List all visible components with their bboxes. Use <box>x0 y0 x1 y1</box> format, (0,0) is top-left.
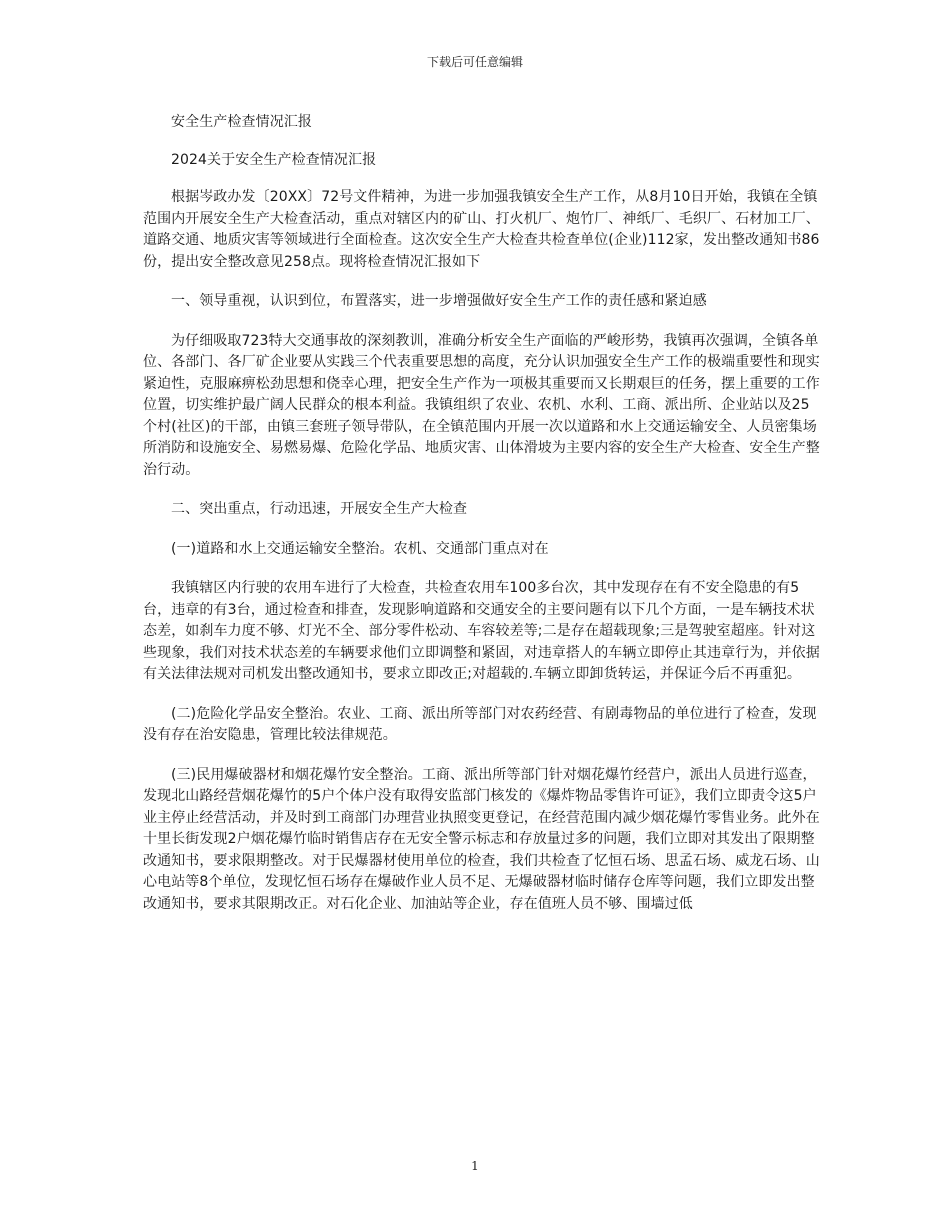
subsection-heading-traffic: (一)道路和水上交通运输安全整治。农机、交通部门重点对在 <box>171 540 549 557</box>
document-title: 安全生产检查情况汇报 <box>171 114 312 130</box>
paragraph-traffic: 我镇辖区内行驶的农用车进行了大检查，共检查农用车100多台次，其中发现存在有不安全隐患的有5台，违章的有3台，通过检查和排查，发现影响道路和交通安全的主要问题有以下几个方面，一是车辆技术状态差，如刹车力度不够、灯光不全、部分零件松动、车容较差等;二是存在超载现象;三是驾驶室超座。针对这些现象，我们对技术状态差的车辆要求他们立即调整和紧固，对违章搭人的车辆立即停止其违章行为，并依据有关法律法规对司机发出整改通知书，要求立即改正;对超载的.车辆立即卸货转运，并保证今后不再重犯。 <box>143 580 820 682</box>
page-header: 下载后可任意编辑 <box>426 55 523 69</box>
paragraph-explosives: (三)民用爆破器材和烟花爆竹安全整治。工商、派出所等部门针对烟花爆竹经营户，派出人员进行巡查，发现北山路经营烟花爆竹的5户个体户没有取得安监部门核发的《爆炸物品零售许可证》，我们立即责令这5户业主停止经营活动，并及时到工商部门办理营业执照变更登记，在经营范围内减少烟花爆竹零售业务。此外在十里长街发现2户烟花爆竹临时销售店存在无安全警示标志和存放量过多的问题，我们立即对其发出了限期整改通知书，要求限期整改。对于民爆器材使用单位的检查，我们共检查了忆恒石场、思孟石场、威龙石场、山心电站等8个单位，发现忆恒石场存在爆破作业人员不足、无爆破器材临时储存仓库等问题，我们立即发出整改通知书，要求其限期改正。对石化企业、加油站等企业，存在值班人员不够、围墙过低 <box>143 766 820 912</box>
section-heading-2: 二、突出重点，行动迅速，开展安全生产大检查 <box>171 501 468 517</box>
page-number: 1 <box>471 1159 479 1173</box>
document-subtitle: 2024关于安全生产检查情况汇报 <box>171 151 377 168</box>
paragraph-chemicals: (二)危险化学品安全整治。农业、工商、派出所等部门对农药经营、有剧毒物品的单位进行了检查，发现没有存在治安隐患，管理比较法律规范。 <box>143 705 817 743</box>
paragraph-leadership: 为仔细吸取723特大交通事故的深刻教训，准确分析安全生产面临的严峻形势，我镇再次强调，全镇各单位、各部门、各厂矿企业要从实践三个代表重要思想的高度，充分认识加强安全生产工作的极端重要性和现实紧迫性，克服麻痹松劲思想和侥幸心理，把安全生产作为一项极其重要而又长期艰巨的任务，摆上重要的工作位置，切实维护最广阔人民群众的根本利益。我镇组织了农业、农机、水利、工商、派出所、企业站以及25个村(社区)的干部，由镇三套班子领导带队，在全镇范围内开展一次以道路和水上交通运输安全、人员密集场所消防和设施安全、易燃易爆、危险化学品、地质灾害、山体滑坡为主要内容的安全生产大检查、安全生产整治行动。 <box>143 332 820 478</box>
section-heading-1: 一、领导重视，认识到位，布置落实，进一步增强做好安全生产工作的责任感和紧迫感 <box>171 293 707 309</box>
document-body <box>143 112 823 933</box>
paragraph-intro: 根据岑政办发〔20XX〕72号文件精神，为进一步加强我镇安全生产工作，从8月10日开始，我镇在全镇范围内开展安全生产大检查活动，重点对辖区内的矿山、打火机厂、炮竹厂、神纸厂、毛织厂、石材加工厂、道路交通、地质灾害等领域进行全面检查。这次安全生产大检查共检查单位(企业)112家，发出整改通知书86份，提出安全整改意见258点。现将检查情况汇报如下 <box>143 189 820 270</box>
